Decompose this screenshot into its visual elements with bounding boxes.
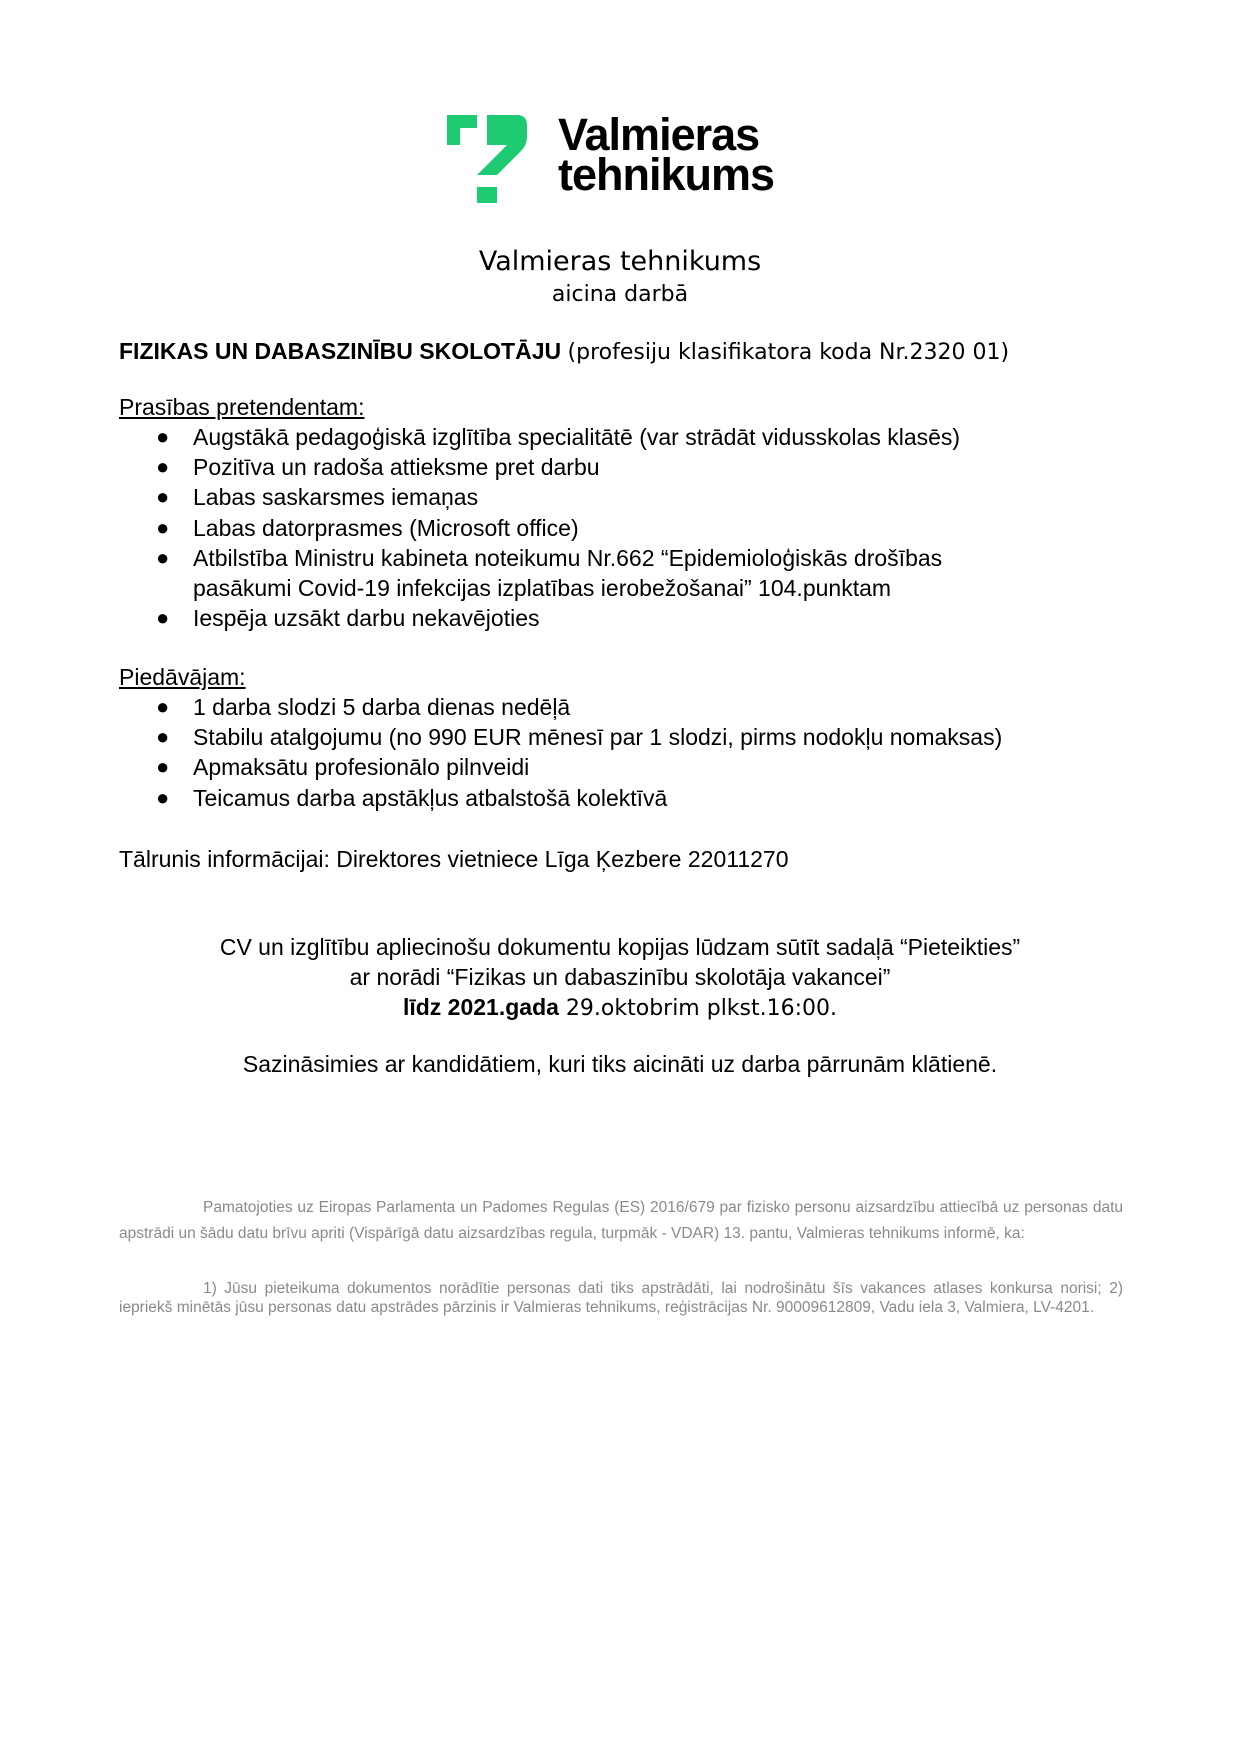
logo-line-2: tehnikums	[558, 149, 775, 200]
position-title: FIZIKAS UN DABASZINĪBU SKOLOTĀJU	[119, 338, 562, 364]
list-item: ● Labas datorprasmes (Microsoft office)	[156, 514, 579, 541]
logo-wordmark	[558, 109, 775, 200]
logo-line-1: Valmieras	[558, 109, 760, 160]
list-item: ● Teicamus darba apstākļus atbalstošā kolektīvā	[156, 784, 668, 811]
position-code: (profesiju klasifikatora koda Nr.2320 01)	[567, 340, 1010, 365]
list-item: ● Augstākā pedagoģiskā izglītība specialitātē (var strādāt vidusskolas klasēs)	[156, 424, 961, 450]
list-item: ● Stabilu atalgojumu (no 990 EUR mēnesī par 1 slodzi, pirms nodokļu nomaksas)	[156, 724, 1003, 751]
position-title-line	[119, 336, 1009, 368]
valmieras-tehnikums-logo	[447, 109, 807, 205]
organization-name: Valmieras tehnikums	[478, 246, 762, 277]
list-item: ● Pozitīva un radoša attieksme pret darbu	[156, 454, 600, 481]
list-item: ● 1 darba slodzi 5 darba dienas nedēļā	[156, 694, 571, 720]
list-item: ● Atbilstība Ministru kabineta noteikumu Nr.662 “Epidemioloģiskās drošības	[156, 544, 943, 571]
application-deadline	[0, 992, 1240, 1024]
privacy-paragraph-2: 1) Jūsu pieteikuma dokumentos norādītie personas dati tiks apstrādāti, lai nodrošinātu šīs vakances atlases konkursa norisi; 2) iepriekš minētās jūsu personas datu apstrādes pārzinis ir Valmieras tehnikums, reģistrācijas Nr. 90009612809, Vadu iela 3, Valmiera, LV-4201.	[119, 1280, 1123, 1316]
deadline-bold: līdz 2021.gada	[402, 994, 559, 1020]
list-item: ● Labas saskarsmes iemaņas	[156, 484, 479, 511]
logo-mark-icon	[447, 115, 527, 203]
contact-note: Sazināsimies ar kandidātiem, kuri tiks aicināti uz darba pārrunām klātienē.	[242, 1051, 998, 1077]
list-item: ● Apmaksātu profesionālo pilnveidi	[156, 754, 530, 781]
requirements-list	[119, 422, 960, 633]
application-line-2: ar norādi “Fizikas un dabaszinību skolotāja vakancei”	[349, 964, 891, 990]
application-line-1: CV un izglītību apliecinošu dokumentu kopijas lūdzam sūtīt sadaļā “Pieteikties”	[219, 934, 1021, 960]
list-item: ● Iespēja uzsākt darbu nekavējoties	[156, 605, 540, 632]
phone-info: Tālrunis informācijai: Direktores vietniece Līga Ķezbere 22011270	[119, 846, 789, 872]
privacy-paragraph-1: Pamatojoties uz Eiropas Parlamenta un Padomes Regulas (ES) 2016/679 par fizisko personu aizsardzību attiecībā uz personas datu apstrādi un šādu datu brīvu apriti (Vispārīgā datu aizsardzības regula, turpmāk - VDAR) 13. pantu, Valmieras tehnikums informē, ka:	[119, 1199, 1123, 1242]
requirements-heading: Prasības pretendentam:	[119, 394, 365, 420]
list-item-continuation: pasākumi Covid-19 infekcijas izplatības ierobežošanai” 104.punktam	[193, 575, 892, 602]
offer-heading: Piedāvājam:	[119, 664, 246, 690]
offer-list	[119, 692, 1002, 813]
invite-subtitle: aicina darbā	[551, 282, 689, 307]
deadline-date: 29.oktobrim plkst.16:00.	[558, 996, 838, 1021]
application-instructions	[0, 932, 1240, 1024]
